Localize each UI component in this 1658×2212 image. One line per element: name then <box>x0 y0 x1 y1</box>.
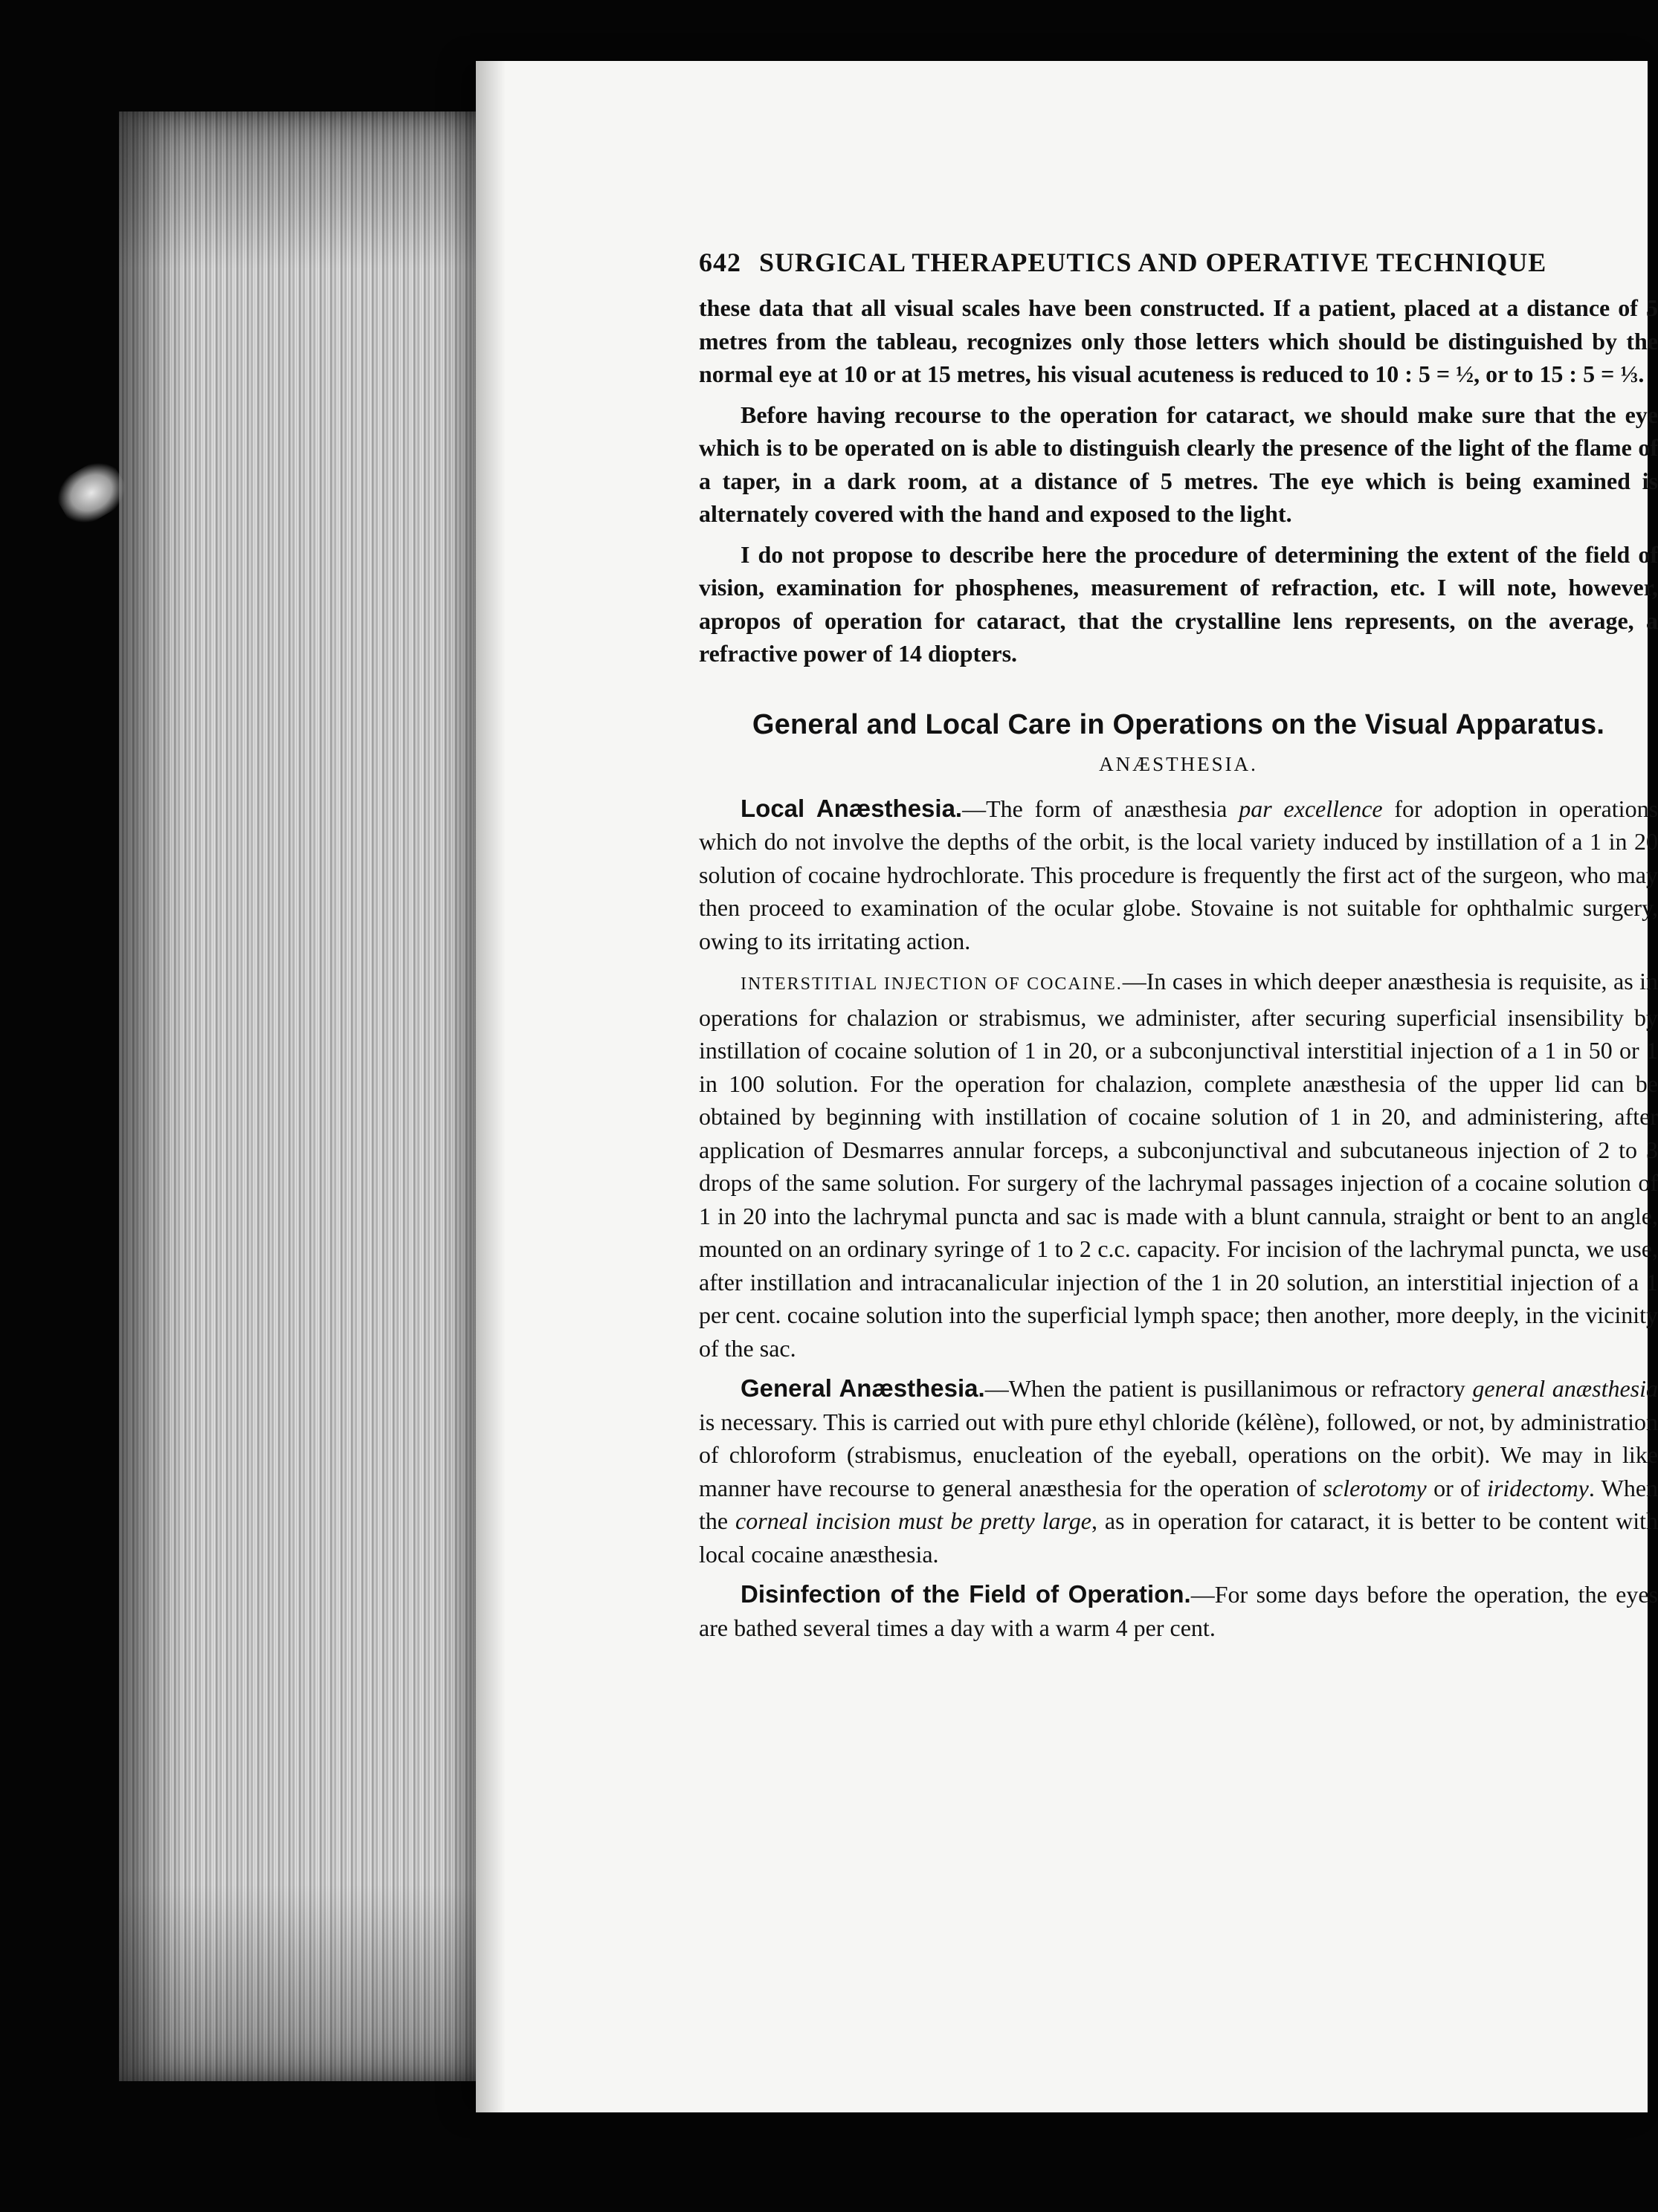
subsection-title: ANÆSTHESIA. <box>1099 752 1258 775</box>
paragraph-interstitial-injection <box>699 965 1658 1365</box>
general-italic-2: sclerotomy <box>1323 1474 1427 1501</box>
general-text-2: is necessary. This is carried out with pure ethyl chloride (kélène), followed, or not, by administration of chloroform (strabismus, enucleation of the eyeball, operations on the orbit). We may in like manner have recourse to general anæsthesia for the operation of <box>699 1408 1658 1501</box>
general-anaesthesia-heading: General Anæsthesia. <box>741 1374 985 1402</box>
running-title: SURGICAL THERAPEUTICS AND OPERATIVE TECHNIQUE <box>759 248 1547 277</box>
local-anaesthesia-heading: Local Anæsthesia. <box>741 794 963 822</box>
book-page-edges <box>119 111 491 2081</box>
paragraph-local-anaesthesia <box>699 792 1658 958</box>
section-title: General and Local Care in Operations on the Visual Apparatus. <box>752 708 1605 740</box>
general-text-3: or of <box>1426 1474 1488 1501</box>
disinfection-heading: Disinfection of the Field of Operation. <box>741 1580 1191 1608</box>
local-text-2: for adoption in operations which do not involve the depths of the orbit, is the local variety induced by instillation of a 1 in 20 solution of cocaine hydrochlorate. This procedure is frequently the first act of the surgeon, who may then proceed to examination of the ocular globe. Stovaine is not suitable for ophthalmic surgery, owing to its irritating action. <box>699 795 1658 954</box>
local-italic-1: par excellence <box>1239 795 1383 822</box>
paragraph-visual-scales: these data that all visual scales have been constructed. If a patient, placed at a distance of 5 metres from the tableau, recognizes only those letters which should be distinguished by the normal eye at 10 or at 15 metres, his visual acuteness is reduced to 10 : 5 = ½, or to 15 : 5 = ⅓. <box>699 294 1658 387</box>
page-number: 642 <box>699 248 741 277</box>
interstitial-heading: INTERSTITIAL INJECTION OF COCAINE. <box>741 974 1123 994</box>
paragraph-before-operation: Before having recourse to the operation for cataract, we should make sure that the eye which is to be operated on is able to distinguish clearly the presence of the light of the flame of a taper, in a dark room, at a distance of 5 metres. The eye which is being examined is alternately covered with the hand and exposed to the light. <box>699 401 1658 527</box>
running-head <box>699 247 1658 278</box>
local-text-1: —The form of anæsthesia <box>962 795 1239 822</box>
general-text-4: . When the <box>699 1474 1658 1534</box>
paragraph-general-anaesthesia <box>699 1372 1658 1571</box>
general-italic-3: iridectomy <box>1487 1474 1589 1501</box>
interstitial-text: —In cases in which deeper anæsthesia is requisite, as in operations for chalazion or strabismus, we administer, after securing superficial insensibility by instillation of cocaine solution of 1 in 20, or a subconjunctival interstitial injection of a 1 in 50 or 1 in 100 solution. For the operation for chalazion, complete anæsthesia of the upper lid can be obtained by beginning with instillation of cocaine solution of 1 in 20, and administering, after application of Desmarres annular forceps, a subconjunctival and subcutaneous injection of 2 to 3 drops of the same solution. For surgery of the lachrymal passages injection of a cocaine solution of 1 in 20 into the lachrymal puncta and sac is made with a blunt cannula, straight or bent to an angle, mounted on an ordinary syringe of 1 to 2 c.c. capacity. For incision of the lachrymal puncta, we use, after instillation and intracanalicular injection of the 1 in 20 solution, an interstitial injection of a 1 per cent. cocaine solution into the superficial lymph space; then another, more deeply, in the vicinity of the sac. <box>699 968 1658 1362</box>
paragraph-field-of-vision: I do not propose to describe here the procedure of determining the extent of the field of vision, examination for phosphenes, measurement of refraction, etc. I will note, however, apropos of operation for cataract, that the crystalline lens represents, on the average, a refractive power of 14 diopters. <box>699 540 1658 667</box>
general-italic-4: corneal incision must be pretty large <box>735 1507 1092 1534</box>
general-text-1: —When the patient is pusillanimous or refractory <box>984 1375 1473 1402</box>
general-text-5: , as in operation for cataract, it is better to be content with local cocaine anæsthesia. <box>699 1507 1658 1568</box>
general-italic-1: general anæsthesia <box>1472 1375 1658 1402</box>
disinfection-text: —For some days before the operation, the eyes are bathed several times a day with a warm 4 per cent. <box>699 1581 1658 1641</box>
book-page <box>476 61 1658 2112</box>
paragraph-disinfection <box>699 1578 1658 1644</box>
page-text-block <box>699 247 1658 1652</box>
